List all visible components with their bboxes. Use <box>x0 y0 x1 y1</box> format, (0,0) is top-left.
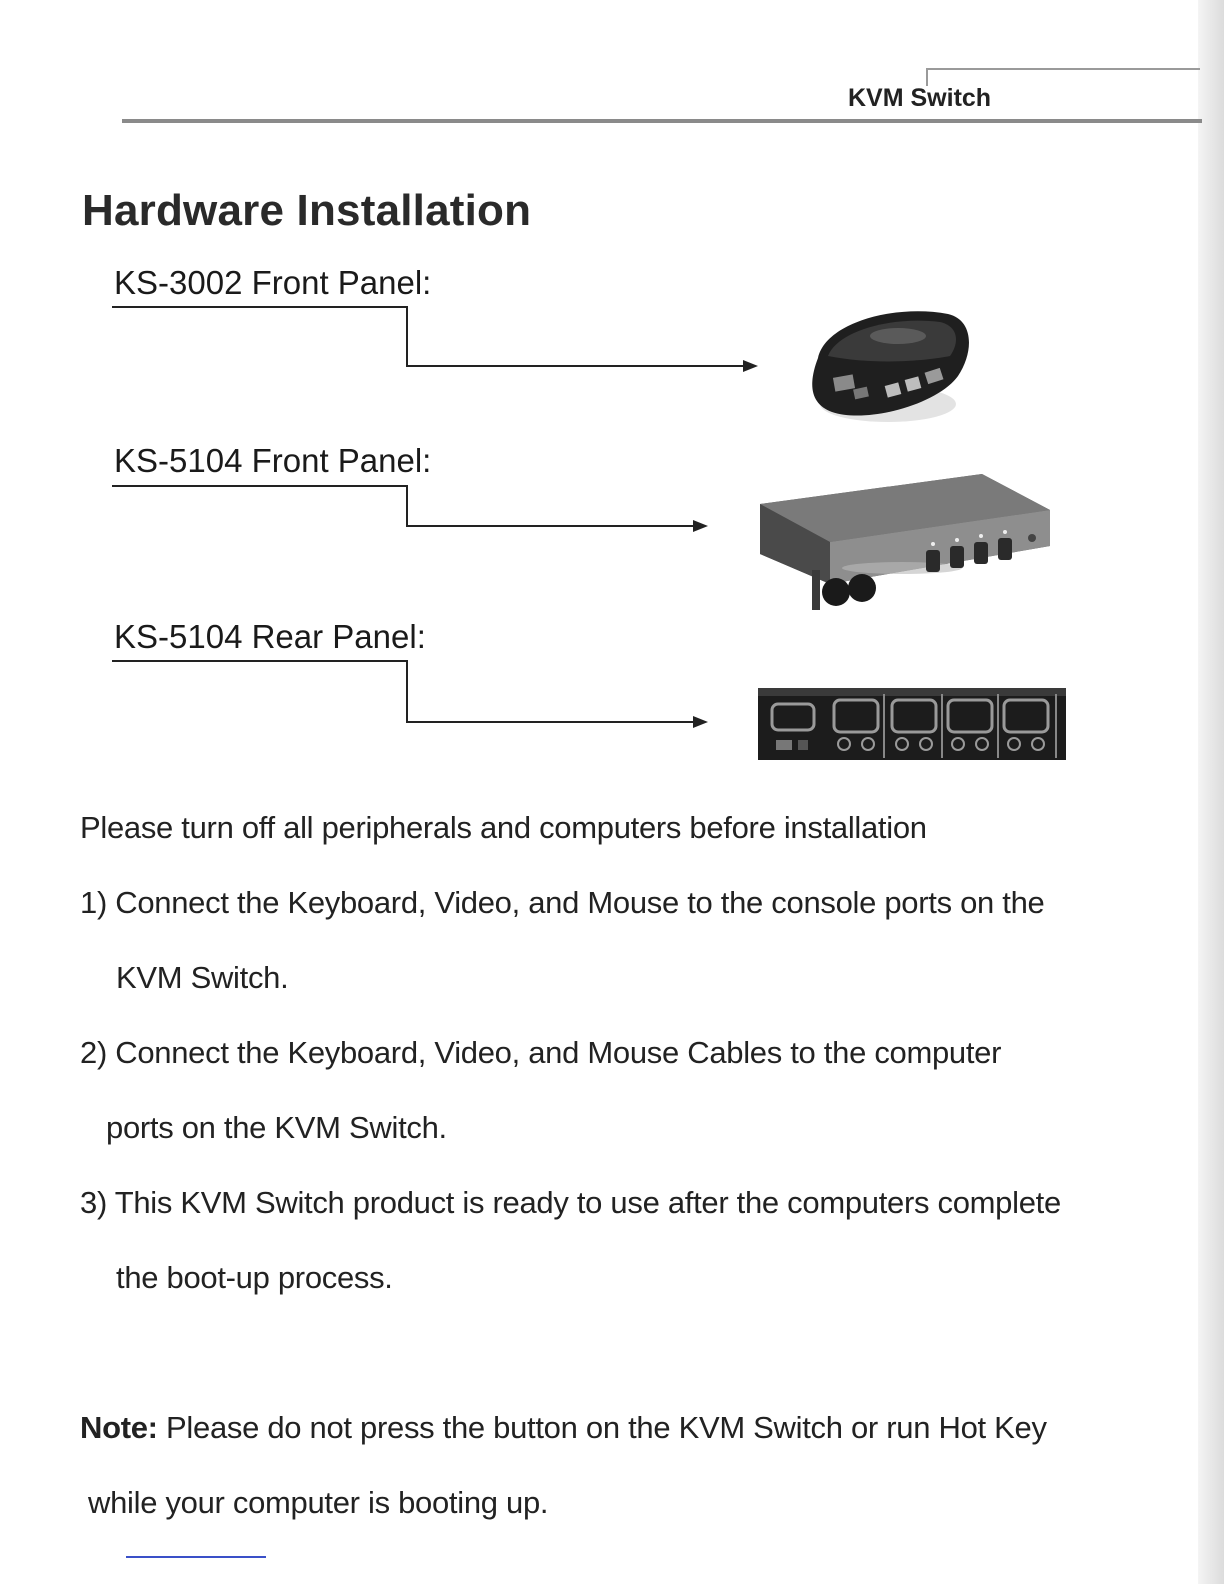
panel-underline <box>112 306 408 308</box>
arrow-connector <box>400 306 760 378</box>
ks5104-front-device-image <box>752 466 1054 622</box>
step-1-line-1: 1) Connect the Keyboard, Video, and Mouse to the console ports on the <box>80 885 1045 920</box>
note-text: Please do not press the button on the KVM Switch or run Hot Key <box>166 1410 1047 1445</box>
arrow-connector <box>400 660 720 732</box>
step-3-line-2: the boot-up process. <box>116 1260 393 1295</box>
panel-label-ks5104-rear: KS-5104 Rear Panel: <box>114 618 426 655</box>
step-1-line-2: KVM Switch. <box>116 960 289 995</box>
header-rule <box>122 119 1202 123</box>
ks3002-device-image <box>798 300 976 432</box>
note-line-1 <box>80 1410 1047 1446</box>
running-header: KVM Switch <box>848 84 992 112</box>
page-title: Hardware Installation <box>82 186 532 235</box>
panel-label-ks5104-front: KS-5104 Front Panel: <box>114 442 432 479</box>
note-label: Note: <box>80 1410 158 1445</box>
ks5104-rear-device-image <box>758 688 1068 762</box>
panel-label-ks3002-front: KS-3002 Front Panel: <box>114 264 432 301</box>
panel-underline <box>112 485 408 487</box>
intro-text: Please turn off all peripherals and computers before installation <box>80 810 927 845</box>
step-3-line-1: 3) This KVM Switch product is ready to use after the computers complete <box>80 1185 1061 1220</box>
panel-underline <box>112 660 408 662</box>
page-edge-shadow <box>1198 0 1224 1584</box>
step-2-line-1: 2) Connect the Keyboard, Video, and Mouse Cables to the computer <box>80 1035 1002 1070</box>
footer-rule <box>126 1556 266 1558</box>
step-2-line-2: ports on the KVM Switch. <box>106 1110 447 1145</box>
arrow-connector <box>400 485 710 537</box>
note-line-2: while your computer is booting up. <box>88 1485 549 1520</box>
